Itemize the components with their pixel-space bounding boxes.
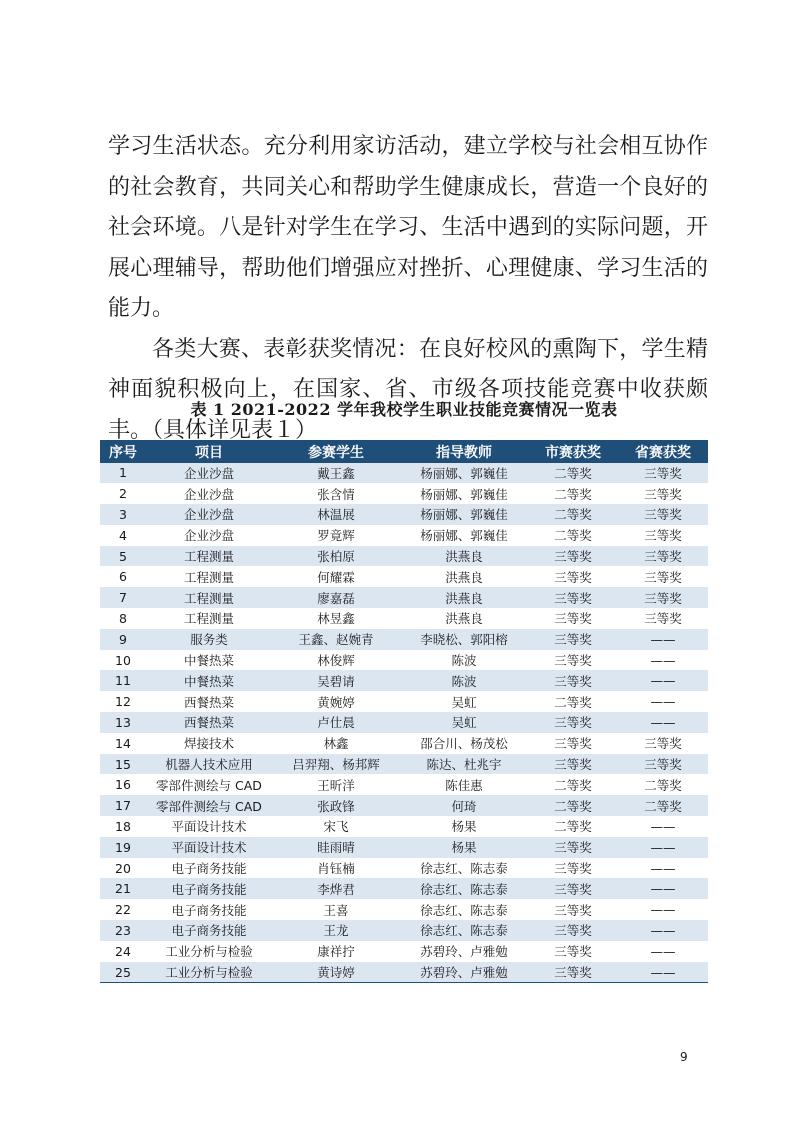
cell-index: 19 (115, 839, 131, 855)
table-row (100, 525, 708, 546)
cell-index: 24 (115, 943, 131, 959)
cell-teacher: 苏碧玲、卢雅勉 (420, 944, 508, 960)
table-row (100, 566, 708, 587)
table-caption: 表 1 2021-2022 学年我校学生职业技能竞赛情况一览表 (190, 400, 618, 419)
cell-student: 戴王鑫 (317, 465, 355, 481)
cell-province-award: 三等奖 (644, 611, 682, 627)
header-province-award: 省赛获奖 (618, 441, 708, 463)
cell-province-award: —— (650, 943, 676, 959)
cell-city-award: 三等奖 (554, 632, 592, 648)
cell-student: 王鑫、赵婉青 (298, 632, 374, 648)
table-row (100, 629, 708, 650)
cell-project: 工程测量 (183, 549, 234, 565)
cell-index: 10 (115, 652, 131, 668)
cell-index: 21 (115, 881, 131, 897)
table-row (100, 504, 708, 525)
cell-student: 林温展 (317, 507, 355, 523)
cell-province-award: —— (618, 962, 708, 983)
cell-province-award: 三等奖 (644, 757, 682, 773)
table-row (100, 463, 708, 484)
cell-teacher: 洪燕良 (445, 611, 483, 627)
cell-project: 电子商务技能 (171, 902, 247, 918)
cell-index: 16 (115, 777, 131, 793)
cell-teacher: 徐志红、陈志泰 (420, 902, 508, 918)
cell-project: 平面设计技术 (171, 819, 247, 835)
table-row (100, 816, 708, 837)
cell-province-award: 三等奖 (644, 486, 682, 502)
table-row (100, 774, 708, 795)
cell-project: 企业沙盘 (183, 528, 234, 544)
cell-city-award: 二等奖 (554, 465, 592, 481)
header-project: 项目 (146, 441, 272, 463)
page-number: 9 (680, 1050, 688, 1064)
cell-province-award: —— (650, 922, 676, 938)
cell-teacher: 何琦 (451, 798, 477, 814)
table-header-row (100, 441, 708, 463)
table-row (100, 899, 708, 920)
cell-project: 平面设计技术 (171, 840, 247, 856)
cell-student: 李烨君 (317, 881, 355, 897)
cell-teacher: 杨果 (451, 840, 477, 856)
cell-province-award: 三等奖 (644, 528, 682, 544)
table-row (100, 587, 708, 608)
cell-city-award: 三等奖 (554, 902, 592, 918)
cell-project: 西餐热菜 (183, 715, 234, 731)
cell-province-award: —— (650, 860, 676, 876)
header-city-award: 市赛获奖 (528, 441, 618, 463)
cell-city-award: 二等奖 (554, 694, 592, 710)
cell-project: 中餐热菜 (183, 653, 234, 669)
cell-city-award: 三等奖 (554, 569, 592, 585)
cell-province-award: —— (650, 839, 676, 855)
table-row (100, 483, 708, 504)
cell-student: 吴碧请 (317, 673, 355, 689)
cell-city-award: 三等奖 (554, 944, 592, 960)
cell-index: 11 (115, 673, 131, 689)
cell-student: 康祥拧 (317, 944, 355, 960)
table-row (100, 670, 708, 691)
cell-city-award: 三等奖 (554, 861, 592, 877)
cell-city-award: 二等奖 (554, 798, 592, 814)
cell-index: 3 (119, 506, 127, 522)
cell-project: 电子商务技能 (171, 861, 247, 877)
cell-province-award: —— (650, 652, 676, 668)
cell-student: 黄诗婷 (272, 962, 400, 983)
cell-student: 肖钰楠 (317, 861, 355, 877)
cell-teacher: 杨丽娜、郭巍佳 (420, 528, 508, 544)
cell-index: 8 (119, 610, 127, 626)
cell-teacher: 陈波 (451, 653, 477, 669)
cell-index: 20 (115, 860, 131, 876)
cell-teacher: 杨果 (451, 819, 477, 835)
cell-index: 18 (115, 818, 131, 834)
cell-province-award: 二等奖 (644, 798, 682, 814)
cell-index: 23 (115, 922, 131, 938)
cell-student: 林鑫 (323, 736, 349, 752)
cell-project: 企业沙盘 (183, 465, 234, 481)
cell-city-award: 三等奖 (554, 549, 592, 565)
cell-project: 机器人技术应用 (165, 757, 253, 773)
paragraph-1: 学习生活状态。充分利用家访活动，建立学校与社会相互协作的社会教育，共同关心和帮助学生健康成长，营造一个良好的社会环境。八是针对学生在学习、生活中遇到的实际问题，开展心理辅导，帮助他们增强应对挫折、心理健康、学习生活的能力。 (108, 134, 708, 321)
table-row (100, 858, 708, 879)
cell-project: 零部件测绘与 CAD (156, 777, 262, 793)
cell-index: 25 (100, 962, 146, 983)
cell-project: 中餐热菜 (183, 673, 234, 689)
cell-teacher: 吴虹 (451, 694, 477, 710)
table-row (100, 941, 708, 962)
cell-project: 服务类 (190, 632, 228, 648)
cell-project: 工业分析与检验 (165, 944, 253, 960)
cell-index: 7 (119, 590, 127, 606)
cell-province-award: 三等奖 (644, 507, 682, 523)
cell-city-award: 二等奖 (554, 528, 592, 544)
cell-teacher: 洪燕良 (445, 549, 483, 565)
table-row (100, 691, 708, 712)
cell-student: 张柏原 (317, 549, 355, 565)
cell-province-award: —— (650, 881, 676, 897)
cell-index: 4 (119, 527, 127, 543)
table-row (100, 837, 708, 858)
cell-student: 张含情 (317, 486, 355, 502)
cell-province-award: 三等奖 (644, 549, 682, 565)
cell-city-award: 二等奖 (554, 486, 592, 502)
cell-city-award: 三等奖 (554, 611, 592, 627)
cell-province-award: 三等奖 (644, 465, 682, 481)
cell-province-award: —— (650, 631, 676, 647)
cell-teacher: 徐志红、陈志泰 (420, 861, 508, 877)
awards-table (100, 440, 708, 983)
cell-student: 黄婉婷 (317, 694, 355, 710)
cell-project: 企业沙盘 (183, 507, 234, 523)
cell-teacher: 洪燕良 (445, 590, 483, 606)
header-student: 参赛学生 (272, 441, 400, 463)
cell-province-award: —— (650, 902, 676, 918)
cell-index: 15 (115, 756, 131, 772)
cell-student: 王龙 (323, 923, 349, 939)
table-row (100, 608, 708, 629)
cell-project: 工业分析与检验 (146, 962, 272, 983)
cell-province-award: —— (650, 673, 676, 689)
cell-city-award: 二等奖 (554, 819, 592, 835)
cell-index: 17 (115, 798, 131, 814)
cell-index: 13 (115, 714, 131, 730)
cell-teacher: 苏碧玲、卢雅勉 (400, 962, 528, 983)
cell-student: 王喜 (323, 902, 349, 918)
cell-student: 廖嘉磊 (317, 590, 355, 606)
cell-city-award: 二等奖 (554, 507, 592, 523)
cell-student: 吕羿翔、杨邦辉 (292, 757, 380, 773)
cell-teacher: 洪燕良 (445, 569, 483, 585)
cell-teacher: 陈佳惠 (445, 777, 483, 793)
cell-student: 张政锋 (317, 798, 355, 814)
cell-city-award: 三等奖 (554, 881, 592, 897)
cell-project: 电子商务技能 (171, 923, 247, 939)
cell-province-award: —— (650, 818, 676, 834)
header-index: 序号 (100, 441, 146, 463)
cell-project: 工程测量 (183, 611, 234, 627)
cell-index: 22 (115, 902, 131, 918)
table-body (100, 463, 708, 983)
cell-student: 卢仕晨 (317, 715, 355, 731)
cell-city-award: 三等奖 (554, 840, 592, 856)
paragraph-2: 各类大赛、表彰获奖情况：在良好校风的熏陶下，学生精神面貌积极向上，在国家、省、市级各项技能竞赛中收获颇丰。（具体详见表１） (108, 336, 708, 443)
cell-province-award: 三等奖 (644, 736, 682, 752)
cell-teacher: 杨丽娜、郭巍佳 (420, 486, 508, 502)
table-row (100, 920, 708, 941)
table-row (100, 878, 708, 899)
cell-project: 焊接技术 (183, 736, 234, 752)
cell-province-award: 二等奖 (644, 777, 682, 793)
cell-city-award: 三等奖 (528, 962, 618, 983)
cell-province-award: 三等奖 (644, 569, 682, 585)
cell-student: 王昕洋 (317, 777, 355, 793)
table-row (100, 650, 708, 671)
cell-index: 5 (119, 548, 127, 564)
table-row (100, 712, 708, 733)
table-row (100, 546, 708, 567)
cell-index: 6 (119, 569, 127, 585)
cell-province-award: 三等奖 (644, 590, 682, 606)
cell-teacher: 陈达、杜兆宇 (426, 757, 502, 773)
cell-student: 何耀霖 (317, 569, 355, 585)
cell-city-award: 三等奖 (554, 757, 592, 773)
cell-city-award: 三等奖 (554, 590, 592, 606)
cell-teacher: 李晓松、郭阳榕 (420, 632, 508, 648)
cell-student: 林昱鑫 (317, 611, 355, 627)
cell-teacher: 杨丽娜、郭巍佳 (420, 507, 508, 523)
cell-teacher: 杨丽娜、郭巍佳 (420, 465, 508, 481)
cell-student: 罗竟辉 (317, 528, 355, 544)
table-row (100, 733, 708, 754)
cell-project: 企业沙盘 (183, 486, 234, 502)
cell-city-award: 三等奖 (554, 715, 592, 731)
cell-teacher: 邵合川、杨茂松 (420, 736, 508, 752)
header-teacher: 指导教师 (400, 441, 528, 463)
cell-teacher: 徐志红、陈志泰 (420, 923, 508, 939)
table-row (100, 962, 708, 983)
cell-project: 零部件测绘与 CAD (156, 798, 262, 814)
cell-student: 林俊辉 (317, 653, 355, 669)
cell-index: 12 (115, 694, 131, 710)
cell-teacher: 陈波 (451, 673, 477, 689)
cell-project: 电子商务技能 (171, 881, 247, 897)
cell-project: 工程测量 (183, 590, 234, 606)
table-row (100, 754, 708, 775)
cell-student: 宋飞 (323, 819, 349, 835)
cell-teacher: 徐志红、陈志泰 (420, 881, 508, 897)
cell-city-award: 三等奖 (554, 673, 592, 689)
cell-city-award: 三等奖 (554, 923, 592, 939)
cell-city-award: 二等奖 (554, 777, 592, 793)
cell-project: 工程测量 (183, 569, 234, 585)
cell-index: 2 (119, 486, 127, 502)
cell-project: 西餐热菜 (183, 694, 234, 710)
cell-teacher: 吴虹 (451, 715, 477, 731)
cell-province-award: —— (650, 714, 676, 730)
cell-index: 14 (115, 735, 131, 751)
cell-index: 9 (119, 631, 127, 647)
cell-index: 1 (119, 465, 127, 481)
cell-province-award: —— (650, 694, 676, 710)
cell-city-award: 三等奖 (554, 653, 592, 669)
cell-city-award: 三等奖 (554, 736, 592, 752)
table-row (100, 795, 708, 816)
cell-student: 眭雨晴 (317, 840, 355, 856)
